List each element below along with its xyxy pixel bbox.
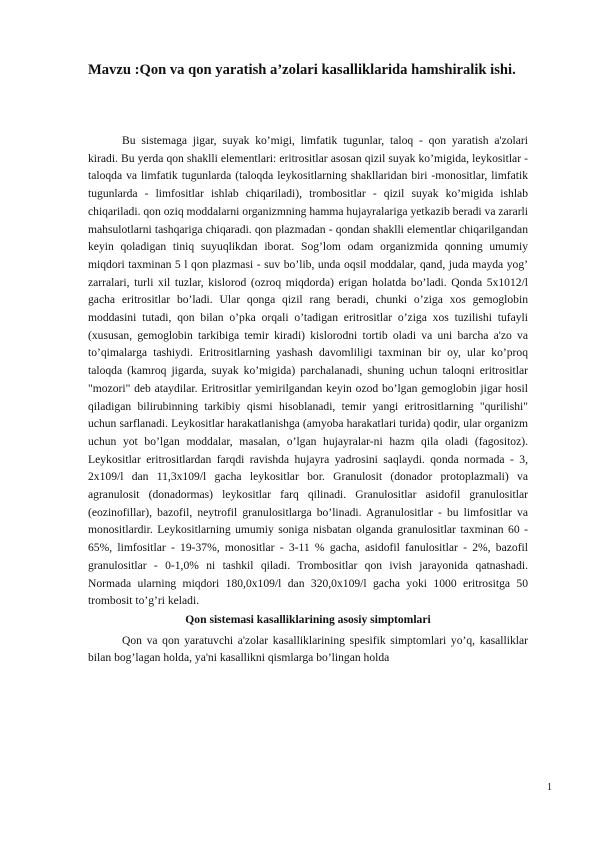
body-paragraph: Qon va qon yaratuvchi a'zolar kasalliklarining spesifik simptomlari yo’q, kasalliklar bilan bog’lagan holda, ya'ni kasallikni qismlarga bo’lingan holda	[88, 633, 528, 665]
page-number: 1	[547, 782, 552, 793]
section-heading: Qon sistemasi kasalliklarining asosiy simptomlari	[185, 612, 431, 626]
document-body	[88, 132, 528, 667]
body-paragraph: Bu sistemaga jigar, suyak ko’migi, limfatik tugunlar, taloq - qon yaratish a'zolari kiradi. Bu yerda qon shaklli elementlari: eritrositlar asosan qizil suyak ko’migida, leykositlar - taloqda va limfatik tugunlarda (taloqda leykositlarning shakllaridan biri -monositlar, limfatik tugunlarda - limfositlar ishlab chiqariladi), trombositlar - qizil suyak ko’migida ishlab chiqariladi. qon oziq moddalarni organizmning hamma hujayralariga yetkazib beradi va zararli mahsulotlarni tashqariga chiqaradi. qon plazmadan - qondan shaklli elementlar chiqarilgandan keyin qoladigan tiniq suyuqlikdan iborat. Sog’lom odam organizmida qonning umumiy miqdori taxminan 5 l qon plazmasi - suv bo’lib, unda oqsil moddalar, qand, juda mayda yog’ zarralari, turli xil tuzlar, kislorod (ozroq miqdorda) erigan holatda bo’ladi. Qonda 5x1012/l gacha eritrositlar bo’ladi. Ular qonga qizil rang beradi, chunki o’ziga xos gemoglobin moddasini tutadi, qon bilan o’pka orqali o’tadigan eritrositlar o’ziga xos tuzilishi tufayli (xususan, gemoglobin tarkibiga temir kiradi) kislorodni tortib oladi va uni barcha a'zo va to’qimalarga tashiydi. Eritrositlarning yashash davomliligi taxminan bir oy, ular ko’proq taloqda (kamroq jigarda, suyak ko’migida) parchalanadi, shuning uchun taloqni eritrositlar "mozori" deb ataydilar. Eritrositlar yemirilgandan keyin ozod bo’lgan gemoglobin jigar hosil qiladigan bilirubinning tarkibiy qismi hisoblanadi, temir yangi eritrositlarning "qurilishi" uchun sarflanadi. Leykositlar harakatlanishga (amyoba harakatlari turida) qodir, ular organizm uchun yot bo’lgan moddalar, masalan, o’lgan hujayralar-ni hazm qila oladi (fagositoz). Leykositlar eritrositlardan farqdi ravishda hujayra yadrosini saqlaydi. qonda normada - 3, 2x109/l dan 11,3x109/l gacha leykositlar bor. Granulosit (donador protoplazmali) va agranulosit (donadormas) leykositlar farq qilinadi. Granulositlar asidofil granulositlar (eozinofillar), bazofil, neytrofil granulositlarga bo’linadi. Agranulositlar - bu limfositlar va monositlardir. Leykositlarning umumiy soniga nisbatan olganda granulositlar taxminan 60 - 65%, limfositlar - 19-37%, monositlar - 3-11 % gacha, asidofil fanulositlar - 2%, bazofil granulositlar - 0-1,0% ni tashkil qiladi. Trombositlar qon ivish jarayonida qatnashadi. Normada ularning miqdori 180,0x109/l dan 320,0x109/l gacha yoki 1000 eritrositga 50 trombosit to’g’ri keladi.	[88, 134, 528, 608]
document-title: Mavzu :Qon va qon yaratish a’zolari kasalliklarida hamshiralik ishi.	[88, 62, 516, 78]
